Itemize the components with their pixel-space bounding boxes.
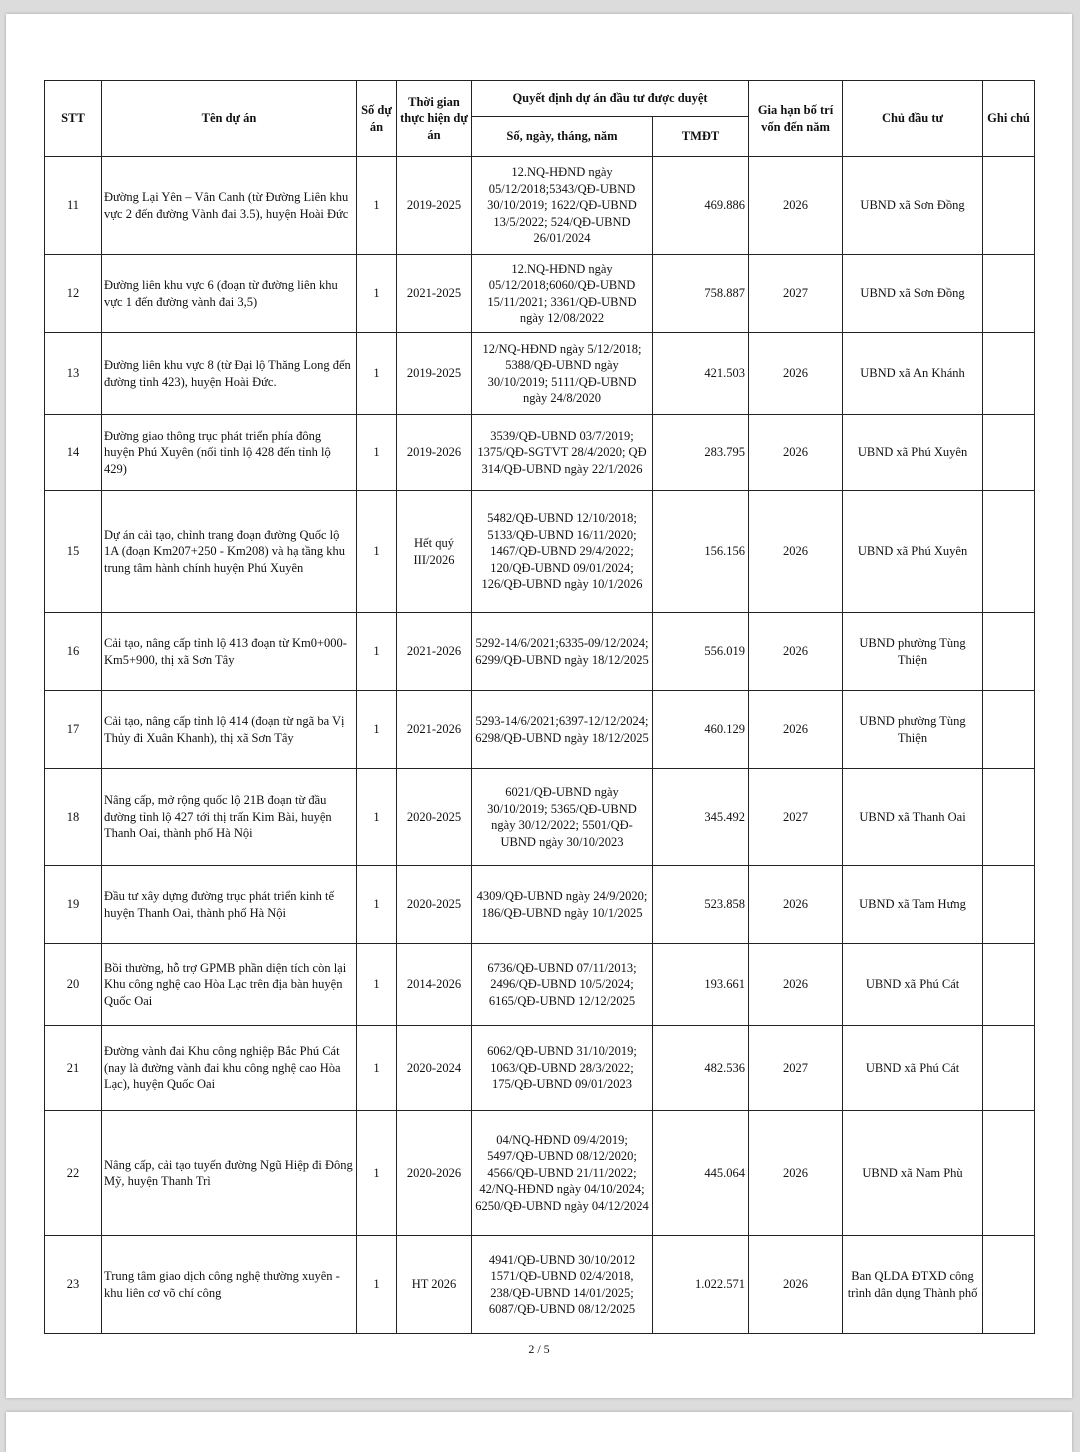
cell-tmdt: 758.887: [653, 255, 749, 333]
cell-gia-han: 2026: [749, 491, 843, 613]
cell-gia-han: 2027: [749, 1026, 843, 1111]
cell-ghi-chu: [983, 691, 1035, 769]
cell-chu-dau-tu: UBND xã Phú Cát: [843, 1026, 983, 1111]
cell-stt: 20: [45, 944, 102, 1026]
cell-stt: 18: [45, 769, 102, 866]
cell-so-du-an: 1: [357, 491, 397, 613]
cell-thoi-gian: 2021-2025: [397, 255, 472, 333]
cell-stt: 17: [45, 691, 102, 769]
cell-stt: 13: [45, 333, 102, 415]
cell-gia-han: 2027: [749, 769, 843, 866]
cell-quyet-dinh: 6062/QĐ-UBND 31/10/2019; 1063/QĐ-UBND 28/3/2022; 175/QĐ-UBND 09/01/2023: [472, 1026, 653, 1111]
cell-tmdt: 556.019: [653, 613, 749, 691]
cell-gia-han: 2026: [749, 691, 843, 769]
cell-chu-dau-tu: UBND xã Nam Phù: [843, 1111, 983, 1236]
cell-ghi-chu: [983, 769, 1035, 866]
table-row: [45, 1026, 1035, 1111]
cell-chu-dau-tu: UBND xã Sơn Đồng: [843, 157, 983, 255]
header-thoi-gian: Thời gian thực hiện dự án: [397, 81, 472, 157]
cell-quyet-dinh: 04/NQ-HĐND 09/4/2019; 5497/QĐ-UBND 08/12/2020; 4566/QĐ-UBND 21/11/2022; 42/NQ-HĐND ngày 04/10/2024; 6250/QĐ-UBND ngày 04/12/2024: [472, 1111, 653, 1236]
page-number: 2 / 5: [528, 1342, 550, 1356]
project-table: [44, 80, 1035, 1334]
cell-ghi-chu: [983, 333, 1035, 415]
cell-ten-du-an: Đường giao thông trục phát triển phía đông huyện Phú Xuyên (nối tỉnh lộ 428 đến tỉnh lộ 429): [102, 415, 357, 491]
cell-thoi-gian: 2020-2024: [397, 1026, 472, 1111]
header-ghi-chu: Ghi chú: [983, 81, 1035, 157]
cell-stt: 11: [45, 157, 102, 255]
cell-so-du-an: 1: [357, 613, 397, 691]
cell-quyet-dinh: 6736/QĐ-UBND 07/11/2013; 2496/QĐ-UBND 10/5/2024; 6165/QĐ-UBND 12/12/2025: [472, 944, 653, 1026]
cell-gia-han: 2026: [749, 157, 843, 255]
cell-quyet-dinh: 12.NQ-HĐND ngày 05/12/2018;5343/QĐ-UBND 30/10/2019; 1622/QĐ-UBND 13/5/2022; 524/QĐ-UBND 26/01/2024: [472, 157, 653, 255]
cell-tmdt: 523.858: [653, 866, 749, 944]
cell-ten-du-an: Đường liên khu vực 8 (từ Đại lộ Thăng Long đến đường tỉnh 423), huyện Hoài Đức.: [102, 333, 357, 415]
cell-ten-du-an: Dự án cải tạo, chỉnh trang đoạn đường Quốc lộ 1A (đoạn Km207+250 - Km208) và hạ tầng khu trung tâm hành chính huyện Phú Xuyên: [102, 491, 357, 613]
cell-ghi-chu: [983, 866, 1035, 944]
cell-chu-dau-tu: UBND xã Phú Xuyên: [843, 415, 983, 491]
cell-ten-du-an: Đường liên khu vực 6 (đoạn từ đường liên khu vực 1 đến đường vành đai 3,5): [102, 255, 357, 333]
cell-chu-dau-tu: Ban QLDA ĐTXD công trình dân dụng Thành phố: [843, 1236, 983, 1334]
table-body: [45, 157, 1035, 1334]
cell-so-du-an: 1: [357, 333, 397, 415]
table-row: [45, 769, 1035, 866]
cell-gia-han: 2026: [749, 944, 843, 1026]
cell-chu-dau-tu: UBND xã Sơn Đồng: [843, 255, 983, 333]
cell-ghi-chu: [983, 1111, 1035, 1236]
table-row: [45, 1111, 1035, 1236]
cell-chu-dau-tu: UBND xã Tam Hưng: [843, 866, 983, 944]
cell-ghi-chu: [983, 491, 1035, 613]
cell-thoi-gian: 2014-2026: [397, 944, 472, 1026]
cell-ten-du-an: Bồi thường, hỗ trợ GPMB phần diện tích còn lại Khu công nghệ cao Hòa Lạc trên địa bàn huyện Quốc Oai: [102, 944, 357, 1026]
header-chu-dau-tu: Chủ đầu tư: [843, 81, 983, 157]
cell-stt: 12: [45, 255, 102, 333]
cell-tmdt: 460.129: [653, 691, 749, 769]
cell-so-du-an: 1: [357, 415, 397, 491]
cell-quyet-dinh: 5293-14/6/2021;6397-12/12/2024; 6298/QĐ-UBND ngày 18/12/2025: [472, 691, 653, 769]
cell-chu-dau-tu: UBND xã Phú Xuyên: [843, 491, 983, 613]
cell-stt: 22: [45, 1111, 102, 1236]
cell-ten-du-an: Cải tạo, nâng cấp tỉnh lộ 413 đoạn từ Km0+000-Km5+900, thị xã Sơn Tây: [102, 613, 357, 691]
cell-quyet-dinh: 3539/QĐ-UBND 03/7/2019; 1375/QĐ-SGTVT 28/4/2020; QĐ 314/QĐ-UBND ngày 22/1/2026: [472, 415, 653, 491]
cell-so-du-an: 1: [357, 255, 397, 333]
cell-ghi-chu: [983, 944, 1035, 1026]
table-row: [45, 255, 1035, 333]
cell-ten-du-an: Cải tạo, nâng cấp tỉnh lộ 414 (đoạn từ ngã ba Vị Thủy đi Xuân Khanh), thị xã Sơn Tây: [102, 691, 357, 769]
cell-ten-du-an: Nâng cấp, mở rộng quốc lộ 21B đoạn từ đầu đường tỉnh lộ 427 tới thị trấn Kim Bài, huyện Thanh Oai, thành phố Hà Nội: [102, 769, 357, 866]
cell-thoi-gian: 2020-2026: [397, 1111, 472, 1236]
cell-so-du-an: 1: [357, 944, 397, 1026]
header-so-du-an: Số dự án: [357, 81, 397, 157]
cell-stt: 19: [45, 866, 102, 944]
cell-thoi-gian: 2019-2026: [397, 415, 472, 491]
cell-chu-dau-tu: UBND xã Phú Cát: [843, 944, 983, 1026]
cell-stt: 21: [45, 1026, 102, 1111]
cell-so-du-an: 1: [357, 1236, 397, 1334]
cell-ghi-chu: [983, 157, 1035, 255]
header-quyet-dinh: Quyết định dự án đầu tư được duyệt: [472, 81, 749, 117]
cell-tmdt: 1.022.571: [653, 1236, 749, 1334]
cell-thoi-gian: 2021-2026: [397, 613, 472, 691]
cell-so-du-an: 1: [357, 769, 397, 866]
cell-tmdt: 156.156: [653, 491, 749, 613]
header-tmdt: TMĐT: [653, 117, 749, 157]
table-row: [45, 1236, 1035, 1334]
cell-chu-dau-tu: UBND phường Tùng Thiện: [843, 691, 983, 769]
cell-thoi-gian: 2019-2025: [397, 157, 472, 255]
cell-thoi-gian: Hết quý III/2026: [397, 491, 472, 613]
cell-stt: 16: [45, 613, 102, 691]
cell-so-du-an: 1: [357, 866, 397, 944]
table-row: [45, 157, 1035, 255]
cell-stt: 23: [45, 1236, 102, 1334]
cell-quyet-dinh: 4941/QĐ-UBND 30/10/2012 1571/QĐ-UBND 02/4/2018, 238/QĐ-UBND 14/01/2025; 6087/QĐ-UBND 08/12/2025: [472, 1236, 653, 1334]
cell-quyet-dinh: 4309/QĐ-UBND ngày 24/9/2020; 186/QĐ-UBND ngày 10/1/2025: [472, 866, 653, 944]
table-row: [45, 866, 1035, 944]
cell-quyet-dinh: 5482/QĐ-UBND 12/10/2018; 5133/QĐ-UBND 16/11/2020; 1467/QĐ-UBND 29/4/2022; 120/QĐ-UBND 09/01/2024; 126/QĐ-UBND ngày 10/1/2026: [472, 491, 653, 613]
cell-ghi-chu: [983, 255, 1035, 333]
header-stt: STT: [45, 81, 102, 157]
cell-chu-dau-tu: UBND phường Tùng Thiện: [843, 613, 983, 691]
table-row: [45, 944, 1035, 1026]
cell-gia-han: 2026: [749, 1111, 843, 1236]
header-ten-du-an: Tên dự án: [102, 81, 357, 157]
cell-ghi-chu: [983, 415, 1035, 491]
cell-chu-dau-tu: UBND xã Thanh Oai: [843, 769, 983, 866]
cell-gia-han: 2027: [749, 255, 843, 333]
cell-tmdt: 482.536: [653, 1026, 749, 1111]
cell-ghi-chu: [983, 1026, 1035, 1111]
cell-ten-du-an: Đầu tư xây dựng đường trục phát triển kinh tế huyện Thanh Oai, thành phố Hà Nội: [102, 866, 357, 944]
cell-thoi-gian: 2020-2025: [397, 769, 472, 866]
document-page: [6, 14, 1072, 1398]
table-row: [45, 491, 1035, 613]
cell-gia-han: 2026: [749, 866, 843, 944]
cell-gia-han: 2026: [749, 1236, 843, 1334]
cell-thoi-gian: 2019-2025: [397, 333, 472, 415]
cell-so-du-an: 1: [357, 157, 397, 255]
cell-so-du-an: 1: [357, 1111, 397, 1236]
cell-tmdt: 193.661: [653, 944, 749, 1026]
cell-tmdt: 283.795: [653, 415, 749, 491]
table-row: [45, 691, 1035, 769]
cell-so-du-an: 1: [357, 691, 397, 769]
cell-gia-han: 2026: [749, 613, 843, 691]
cell-chu-dau-tu: UBND xã An Khánh: [843, 333, 983, 415]
cell-ghi-chu: [983, 1236, 1035, 1334]
cell-ten-du-an: Đường vành đai Khu công nghiệp Bắc Phú Cát (nay là đường vành đai khu công nghệ cao Hòa Lạc), huyện Quốc Oai: [102, 1026, 357, 1111]
cell-tmdt: 469.886: [653, 157, 749, 255]
cell-ten-du-an: Trung tâm giao dịch công nghệ thường xuyên - khu liên cơ võ chí công: [102, 1236, 357, 1334]
cell-stt: 14: [45, 415, 102, 491]
cell-gia-han: 2026: [749, 333, 843, 415]
cell-gia-han: 2026: [749, 415, 843, 491]
cell-quyet-dinh: 12/NQ-HĐND ngày 5/12/2018; 5388/QĐ-UBND ngày 30/10/2019; 5111/QĐ-UBND ngày 24/8/2020: [472, 333, 653, 415]
cell-thoi-gian: 2020-2025: [397, 866, 472, 944]
cell-quyet-dinh: 6021/QĐ-UBND ngày 30/10/2019; 5365/QĐ-UBND ngày 30/12/2022; 5501/QĐ-UBND ngày 30/10/2023: [472, 769, 653, 866]
cell-so-du-an: 1: [357, 1026, 397, 1111]
cell-tmdt: 421.503: [653, 333, 749, 415]
header-so-ngay: Số, ngày, tháng, năm: [472, 117, 653, 157]
header-gia-han: Gia hạn bố trí vốn đến năm: [749, 81, 843, 157]
table-row: [45, 613, 1035, 691]
cell-thoi-gian: HT 2026: [397, 1236, 472, 1334]
cell-quyet-dinh: 12.NQ-HĐND ngày 05/12/2018;6060/QĐ-UBND 15/11/2021; 3361/QĐ-UBND ngày 12/08/2022: [472, 255, 653, 333]
cell-thoi-gian: 2021-2026: [397, 691, 472, 769]
cell-quyet-dinh: 5292-14/6/2021;6335-09/12/2024; 6299/QĐ-UBND ngày 18/12/2025: [472, 613, 653, 691]
cell-ten-du-an: Đường Lại Yên – Vân Canh (từ Đường Liên khu vực 2 đến đường Vành đai 3.5), huyện Hoài Đức: [102, 157, 357, 255]
cell-tmdt: 345.492: [653, 769, 749, 866]
cell-ten-du-an: Nâng cấp, cải tạo tuyến đường Ngũ Hiệp đi Đông Mỹ, huyện Thanh Trì: [102, 1111, 357, 1236]
next-page-edge: [6, 1412, 1072, 1452]
table-row: [45, 333, 1035, 415]
cell-stt: 15: [45, 491, 102, 613]
cell-tmdt: 445.064: [653, 1111, 749, 1236]
cell-ghi-chu: [983, 613, 1035, 691]
table-row: [45, 415, 1035, 491]
